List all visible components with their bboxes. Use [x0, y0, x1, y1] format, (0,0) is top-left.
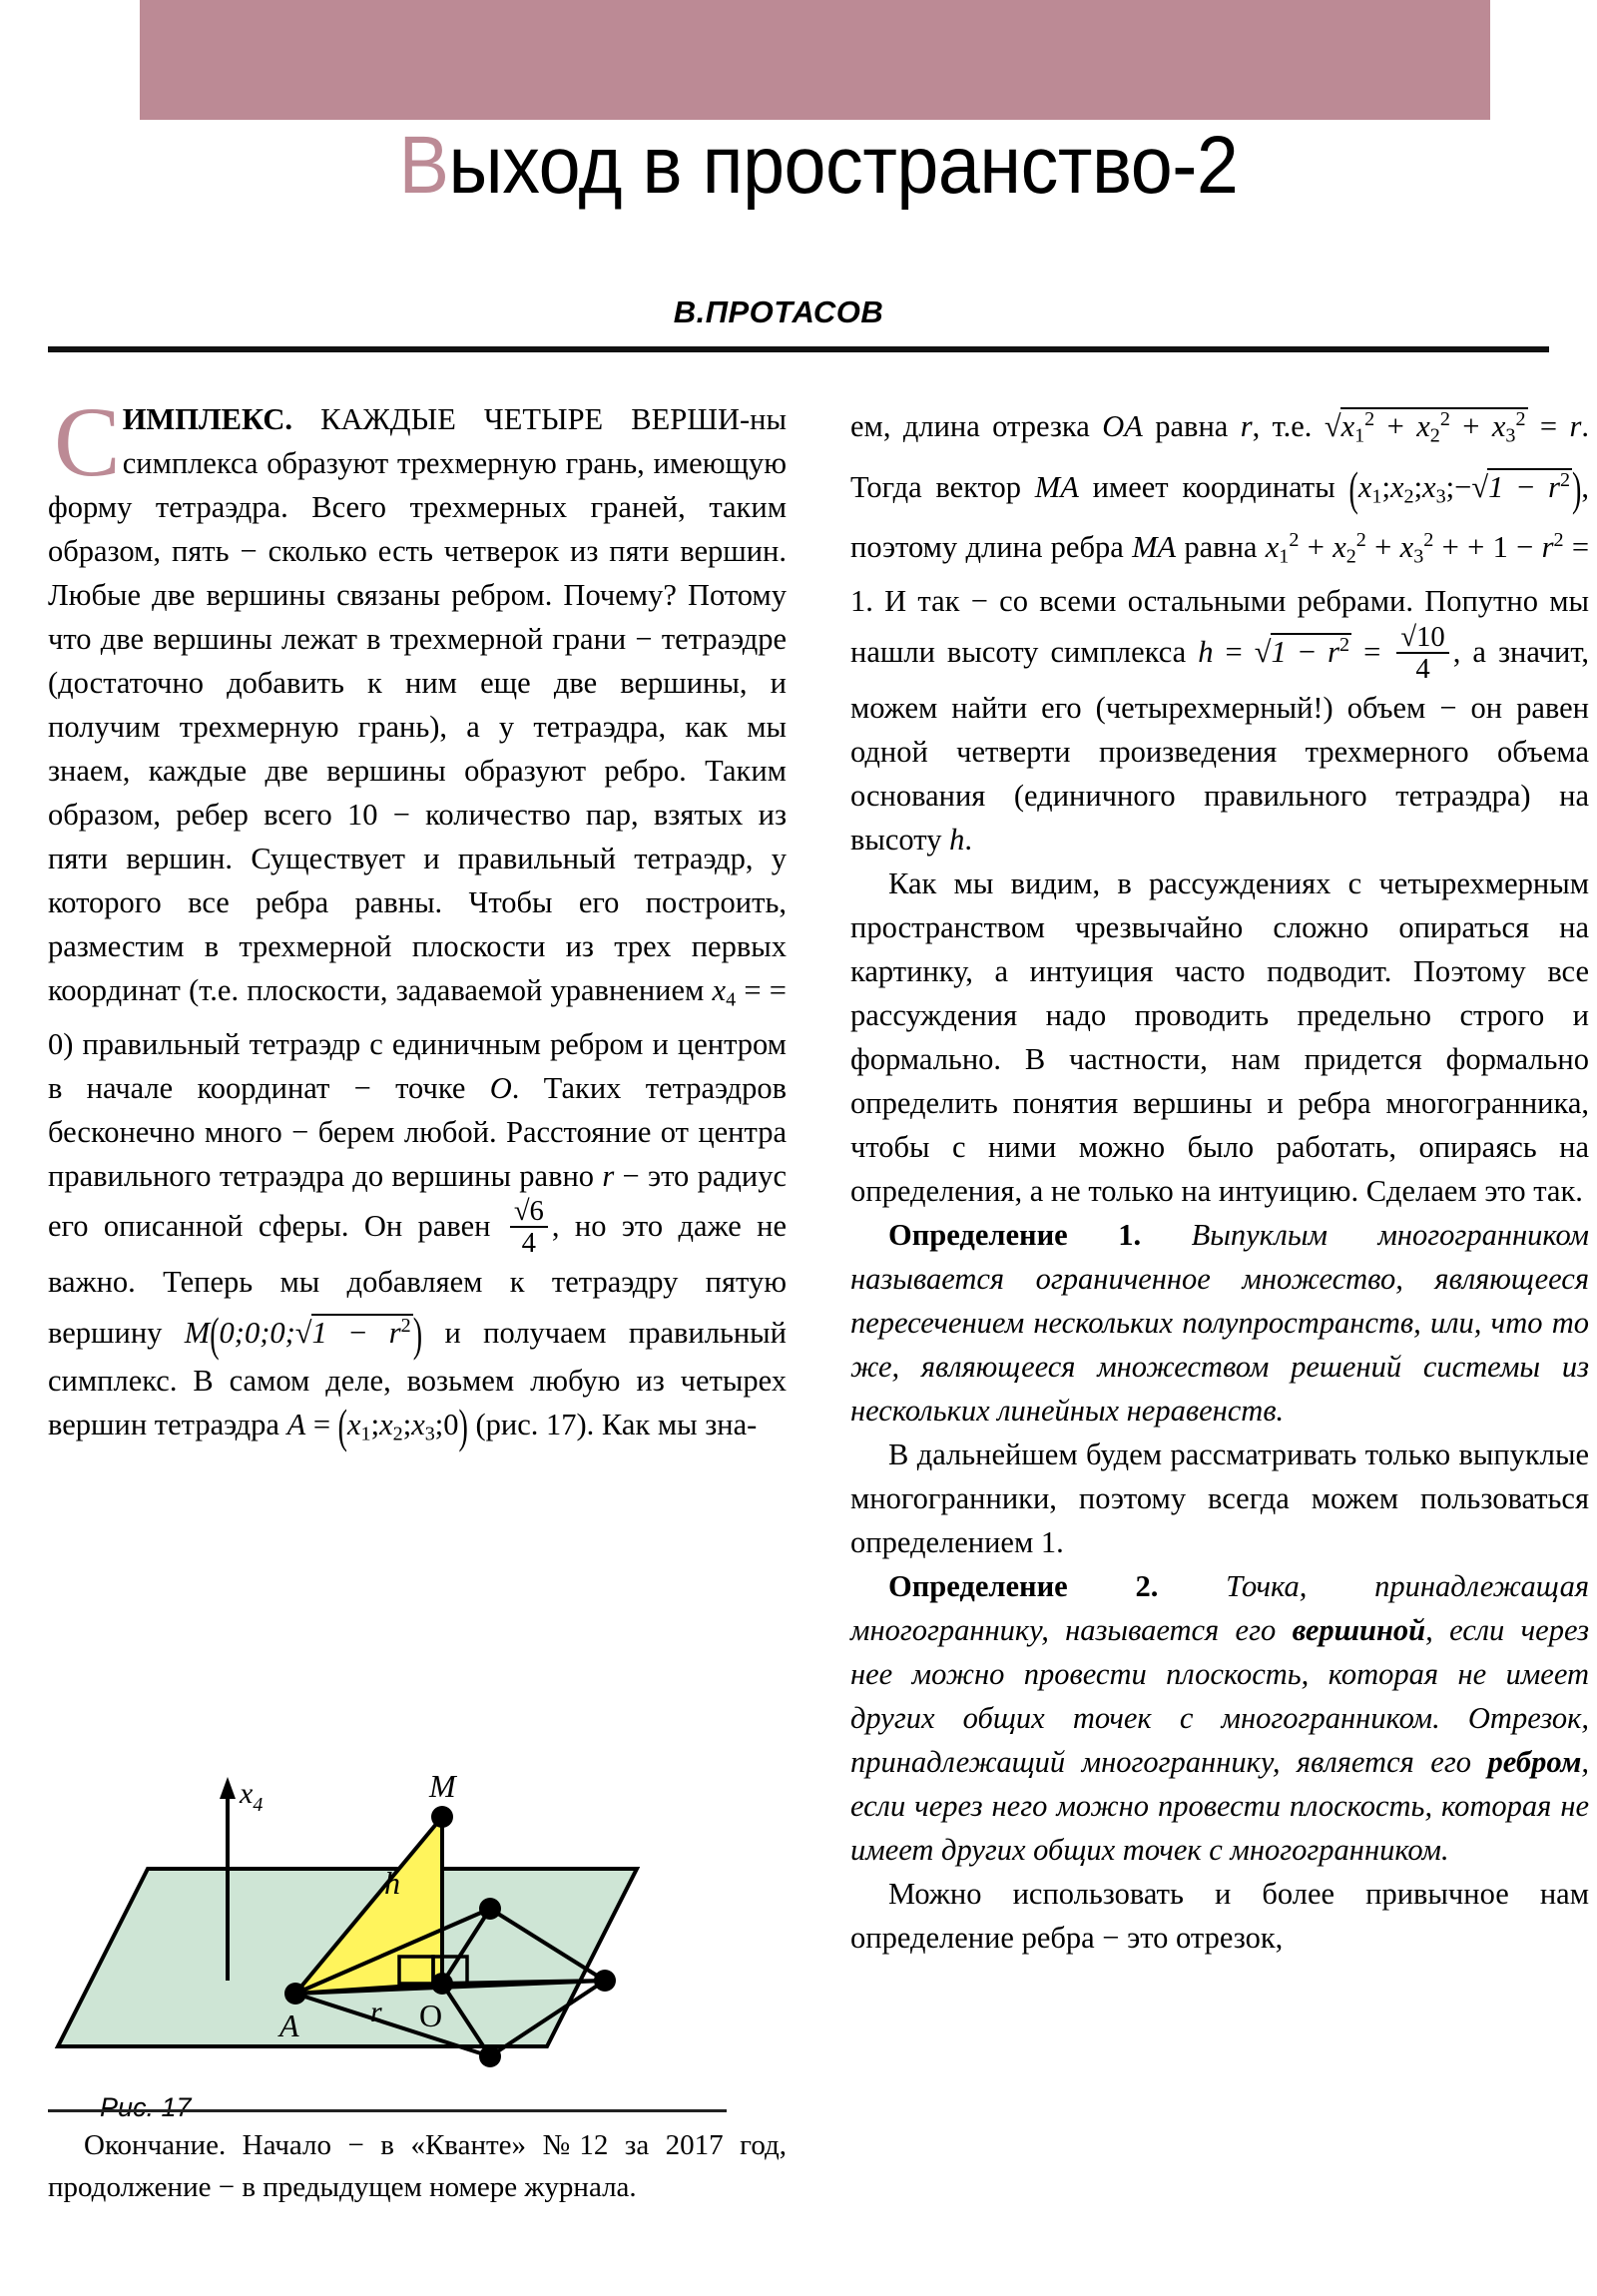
left-column-body [48, 386, 787, 1456]
page-title-rest: ыход в пространство-2 [448, 120, 1239, 211]
math-seg-OA: OA [1102, 409, 1143, 444]
right-column [850, 397, 1589, 1960]
figure-17 [48, 1769, 787, 2123]
math-point-O: O [489, 1070, 512, 1105]
math-edge-MA: MA [1132, 530, 1177, 565]
right-para-1e: имеет координаты [1078, 469, 1349, 504]
page-title [194, 118, 1442, 214]
left-para-1g: (рис. 17). Как мы зна- [467, 1408, 758, 1442]
math-sqrt-sum: $√x_1^2 + x_2^2 + x_3^2 = r$ [1324, 408, 1582, 447]
math-A-coords: = $(x_1;x_2;x_3;0)$ [305, 1402, 468, 1454]
header-banner [140, 0, 1490, 120]
math-var-r: r [602, 1158, 615, 1193]
right-para-1 [850, 397, 1589, 861]
math-x4: $x_4$ [712, 973, 737, 1011]
right-para-4: Можно использовать и более привычное нам определение ребра − это отрезок, [850, 1877, 1589, 1956]
definition-2-term-edge: ребром [1487, 1745, 1582, 1780]
label-M: M [429, 1769, 456, 1804]
definition-2-text-c: , если через него можно провести плоскость, которая не имеет других общих точек с многогранником. [850, 1745, 1589, 1868]
left-para-1f: и получаем правильный симплекс. В самом деле, возьмем любую из четырех вершин тетраэдра [48, 1315, 787, 1442]
right-para-1h: . И так − со всеми остальными ребрами. Попутно мы нашли высоту симплекса [850, 584, 1589, 670]
right-para-1g: равна [1176, 530, 1266, 565]
lead-bold: ИМПЛЕКС. [122, 402, 293, 436]
right-para-1a: ем, длина отрезка [850, 409, 1103, 444]
definition-2-text-b: , если через нее можно провести плоскость, которая не имеет других общих точек с многогранником. Отрезок, принадлежащий многограннику, является его [850, 1613, 1589, 1780]
math-frac-sqrt6-over-4: $\frac{√6}{4}$ [510, 1196, 548, 1258]
left-para-1d: − это радиус его описанной сферы. Он равен [48, 1158, 787, 1243]
left-column [48, 386, 787, 1456]
definition-2-label: Определение 2. [888, 1569, 1159, 1604]
math-h-equation: $h = √1 - r^2$ = $\frac{√10}{4}$ [1198, 635, 1453, 669]
math-var-h: h [949, 823, 965, 858]
left-para-1a: ны симплекса образуют трехмерную грань, имеющую форму тетраэдра. Всего трехмерных граней, таким образом, пять − сколько есть четверок из пяти вершин. Любые две вершины связаны ребром. Почему? Потому что две вершины лежат в трехмерной грани − тетраэдре (достаточно добавить к ним еще две вершины, и получим трехмерную грань), а у тетраэдра, как мы знаем, каждые две вершины образуют ребро. Таким образом, ребер всего 10 − количество пар, взятых из пяти вершин. Существует и правильный тетраэдр, у которого все ребра равны. Чтобы его построить, разместим в трехмерной плоскости из трех первых координат (т.е. плоскости, задаваемой уравнением [48, 402, 787, 1007]
right-para-1i: , а значит, можем найти его (четырехмерный!) объем − он равен одной четверти произведения трехмерного объема основания (единичного правильного тетраэдра) на высоту [850, 635, 1590, 858]
definition-2-term-vertex: вершиной [1292, 1613, 1426, 1648]
math-sum-expr: $x_1^2 + x_2^2 + x_3^2$ + + $1 - r^2 = 1$ [850, 529, 1590, 619]
label-O: O [419, 1998, 443, 2033]
right-para-1b: равна [1142, 409, 1241, 444]
right-para-2: Как мы видим, в рассуждениях с четырехмерным пространством чрезвычайно сложно опираться на картинку, а интуиция часто подводит. Поэтому все рассуждения надо проводить предельно строго и формально. В частности, нам придется формально определить понятия вершины и ребра многогранника, чтобы с ними можно было работать, опираясь на определения, а не только на интуицию. Сделаем это так. [850, 866, 1589, 1209]
page-title-cap: В [398, 120, 449, 211]
left-para-1e: , но это даже не важно. Теперь мы добавляем к тетраэдру пятую вершину [48, 1208, 787, 1350]
figure-svg [48, 1769, 747, 2098]
definition-2 [850, 1564, 1589, 1872]
right-para-1d: . Тогда вектор [850, 409, 1590, 504]
drop-cap: С [54, 386, 121, 497]
left-para-1c: . Таких тетраэдров бесконечно много − берем любой. Расстояние от центра правильного тетраэдра до вершины равно [48, 1070, 787, 1193]
definition-2-text-a: Точка, принадлежащая многограннику, называется его [850, 1569, 1589, 1648]
right-para-1f: , поэтому длина ребра [850, 469, 1589, 565]
label-h: h [384, 1865, 400, 1901]
math-vertex-A: A [286, 1408, 306, 1442]
math-vec-MA: MA [1034, 469, 1079, 504]
footnote-text: Окончание. Начало − в «Кванте» №12 за 2017 год, продолжение − в предыдущем номере журнала. [48, 2129, 787, 2203]
right-para-1j: . [964, 823, 972, 858]
label-A: A [279, 2008, 299, 2043]
right-para-3: В дальнейшем будем рассматривать только выпуклые многогранники, поэтому всегда можем пользоваться определением 1. [850, 1437, 1589, 1560]
axis-x4-arrowhead [220, 1777, 236, 1799]
label-x4: $x_4$ [240, 1777, 264, 1816]
definition-1-text: Выпуклым многогранником называется ограниченное множество, являющееся пересечением нескольких полупространств, или, что то же, являющееся множеством решений системы из нескольких линейных неравенств. [850, 1218, 1590, 1429]
right-para-1c: , т.е. [1252, 409, 1325, 444]
math-MA-coords: $(x_1;x_2;x_3;-√1 - r^2)$ [1348, 463, 1582, 517]
math-var-r: r [1240, 409, 1253, 444]
definition-1-label: Определение 1. [888, 1218, 1142, 1253]
footnote-divider [48, 2109, 727, 2112]
label-r: r [370, 1996, 382, 2028]
figure-caption: Рис. 17 [100, 2092, 192, 2122]
author-byline: В.ПРОТАСОВ [673, 294, 884, 329]
header-divider [48, 346, 1549, 352]
definition-1 [850, 1213, 1589, 1433]
left-para-1b: = = 0) правильный тетраэдр с единичным ребром и центром в начале координат − точке [48, 973, 787, 1105]
math-vertex-M: M [184, 1315, 211, 1350]
lead-caps: КАЖДЫЕ ЧЕТЫРЕ ВЕРШИ- [292, 402, 751, 436]
math-M-coords: (0;0;0;√1 − $r^2$) [210, 1309, 423, 1363]
